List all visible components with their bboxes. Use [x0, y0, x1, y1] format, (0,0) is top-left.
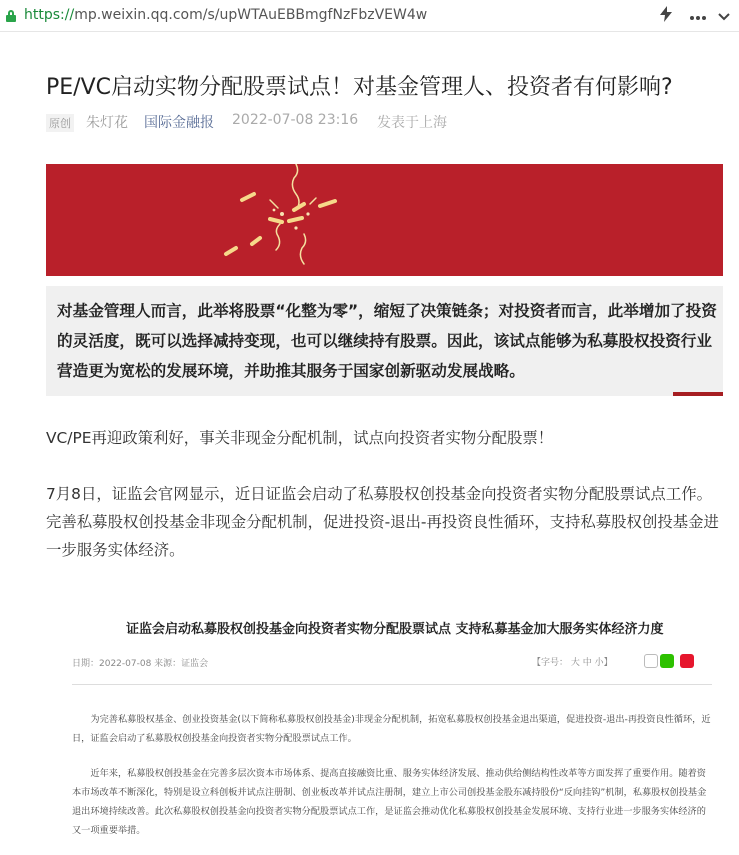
wechat-icon: [660, 654, 674, 668]
quote-accent-bar: [673, 392, 723, 396]
firework-graphic: [46, 164, 723, 276]
summary-quote: [46, 286, 723, 396]
address-bar[interactable]: [0, 0, 739, 32]
more-icon[interactable]: [688, 6, 708, 26]
weibo-icon: [680, 654, 694, 668]
embedded-font-size: 【字号： 大 中 小】: [532, 658, 613, 668]
summary-quote-text: 对基金管理人而言，此举将股票“化整为零”，缩短了决策链条；对投资者而言，此举增加了投资的灵活度，既可以选择减持变现，也可以继续持有股票。因此，该试点能够为私募股权投资行业营造更为宽松的发展环境，并助推其服务于国家创新驱动发展战略。: [57, 302, 717, 380]
original-badge: 原创: [46, 114, 74, 132]
embedded-screenshot: [62, 600, 722, 855]
chevron-down-icon[interactable]: [714, 6, 734, 26]
embedded-date-source: 日期：2022-07-08 来源：证监会: [72, 659, 209, 669]
embedded-paragraph-2: 近年来，私募股权创投基金在完善多层次资本市场体系、提高直接融资比重、服务实体经济发展、推动供给侧结构性改革等方面发挥了重要作用。随着资本市场改革不断深化，特别是设立科创板并试点注册制、创业板改革并试点注册制，建立上市公司创投基金股东减持股份“反向挂钩”机制，私募股权创投基金退出环境持续改善。此次私募股权创投基金向投资者实物分配股票试点工作，是证监会推动优化私募股权创投基金发展环境、支持行业进一步服务实体经济的又一项重要举措。: [72, 768, 707, 836]
lock-icon: [6, 10, 16, 22]
embedded-divider: [72, 684, 712, 685]
bolt-icon[interactable]: [656, 6, 676, 26]
print-icon: [644, 654, 658, 668]
author-name: 朱灯花: [86, 115, 128, 131]
embedded-title: 证监会启动私募股权创投基金向投资者实物分配股票试点 支持私募基金加大服务实体经济力度: [126, 622, 664, 637]
embedded-paragraph-1: 为完善私募股权基金、创业投资基金(以下简称私募股权创投基金)非现金分配机制，拓宽私募股权创投基金退出渠道，促进投资-退出-再投资良性循环，近日，证监会启动了私募股权创投基金向投资者实物分配股票试点工作。: [72, 714, 711, 744]
url-scheme: https://: [24, 7, 75, 23]
publish-location: 发表于上海: [377, 115, 447, 131]
article-title: PE/VC启动实物分配股票试点！对基金管理人、投资者有何影响?: [46, 75, 673, 100]
paragraph-1: VC/PE再迎政策利好，事关非现金分配机制，试点向投资者实物分配股票！: [46, 429, 554, 447]
url-path: mp.weixin.qq.com/s/upWTAuEBBmgfNzFbzVEW4w: [74, 7, 428, 23]
paragraph-2: 7月8日，证监会官网显示，近日证监会启动了私募股权创投基金向投资者实物分配股票试点工作。完善私募股权创投基金非现金分配机制，促进投资-退出-再投资良性循环，支持私募股权创投基金进一步服务实体经济。: [46, 485, 719, 559]
publish-time: 2022-07-08 23:16: [232, 112, 359, 128]
url-text[interactable]: [24, 7, 427, 23]
banner-image: [46, 164, 723, 276]
account-name-link[interactable]: 国际金融报: [144, 115, 214, 131]
